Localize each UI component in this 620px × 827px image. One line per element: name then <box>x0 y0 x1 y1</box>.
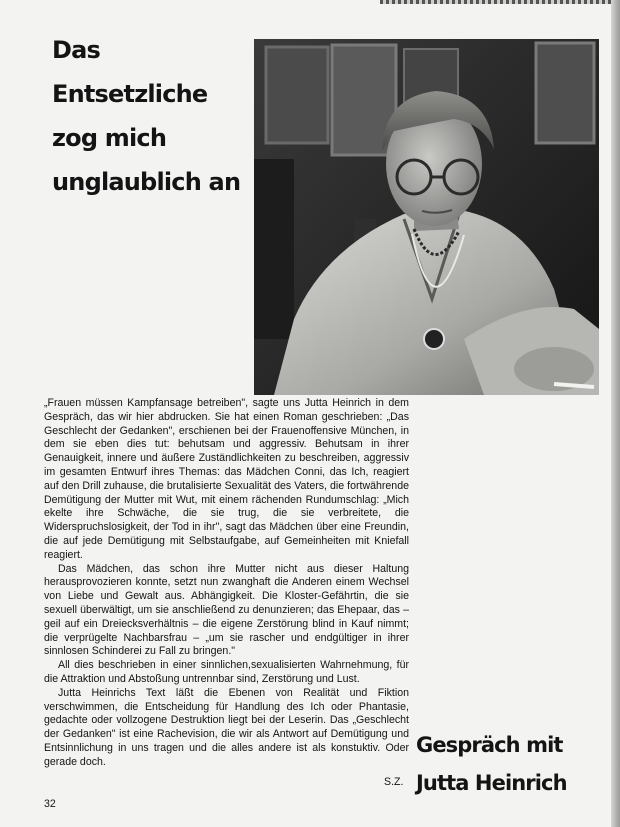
author-signature: S.Z. <box>384 776 404 788</box>
page-edge-top <box>380 0 620 4</box>
article-paragraph: Das Mädchen, das schon ihre Mutter nicht aus dieser Haltung herausprovozieren konnte, setzt nun zwanghaft die Anderen einem Wechsel von Liebe und Gewalt aus. Abhängigkeit. Die Kloster-Gefährtin, die sie sexuell überwältigt, um sie anschließend zu denunzieren; das Ehepaar, das – geil auf ein Dreiecksverhältnis – die eigene Zerstörung blind in Kauf nimmt; die verprügelte Nachbarsfrau – „um sie rascher und endgültiger in ihrer sinnlosen Schinderei zu Fall zu bringen." <box>44 562 409 658</box>
page-edge-right <box>611 0 620 827</box>
headline-line-1: Das Entsetzliche <box>52 36 208 108</box>
headline-line-3: unglaublich an <box>52 168 241 196</box>
article-paragraph: „Frauen müssen Kampfansage betreiben", sagte uns Jutta Heinrich in dem Gespräch, das wir hier abdrucken. Sie hat einen Roman geschrieben: „Das Geschlecht der Gedanken", erschienen bei der Frauenoffensive München, in dem sie eben dies tut: behutsam und aggressiv. Behutsam in ihrer Genauigkeit, innere und äußere Zuständlichkeiten zu beschreiben, aggressiv im gesamten Entwurf ihres Themas: das Mädchen Conni, das Ich, reagiert auf den Drill zuhause, die brutalisierte Sexualität des Vaters, die fortwährende Demütigung der Mutter mit Wut, mit einem rächenden Rundumschlag: „Mich ekelte ihre Schwäche, die sie trug, die sie verbreitete, die Widerspruchslosigkeit, der Tod in ihr", sagt das Mädchen über eine Freundin, die auf jede Demütigung mit Selbstaufgabe, auf Gemeinheiten mit Kniefall reagiert. <box>44 397 409 561</box>
headline-line-2: zog mich <box>52 124 167 152</box>
subtitle <box>416 726 596 802</box>
article-paragraph: All dies beschrieben in einer sinnlichen,sexualisierten Wahrnehmung, für die Attraktion und Abstoßung untrennbar sind, Zerstörung und Lust. <box>44 659 409 685</box>
portrait-photo <box>254 39 599 395</box>
article-body <box>44 397 409 770</box>
portrait-photo-illustration <box>254 39 599 395</box>
headline <box>52 28 252 204</box>
subtitle-line-1: Gespräch mit <box>416 733 563 757</box>
page-number: 32 <box>44 798 56 810</box>
article-paragraph: Jutta Heinrichs Text läßt die Ebenen von Realität und Fiktion verschwimmen, die Entscheidung für Handlung des Ich oder Phantasie, gedachte oder vollzogene Destruktion liegt bei der Leserin. Das „Geschlecht der Gedanken" ist eine Rachevision, die wir als Antwort auf Demütigung und Entsinnlichung in uns tragen und die alles andere ist als konstuktiv. Oder gerade doch. <box>44 686 409 768</box>
subtitle-line-2: Jutta Heinrich <box>416 771 567 795</box>
